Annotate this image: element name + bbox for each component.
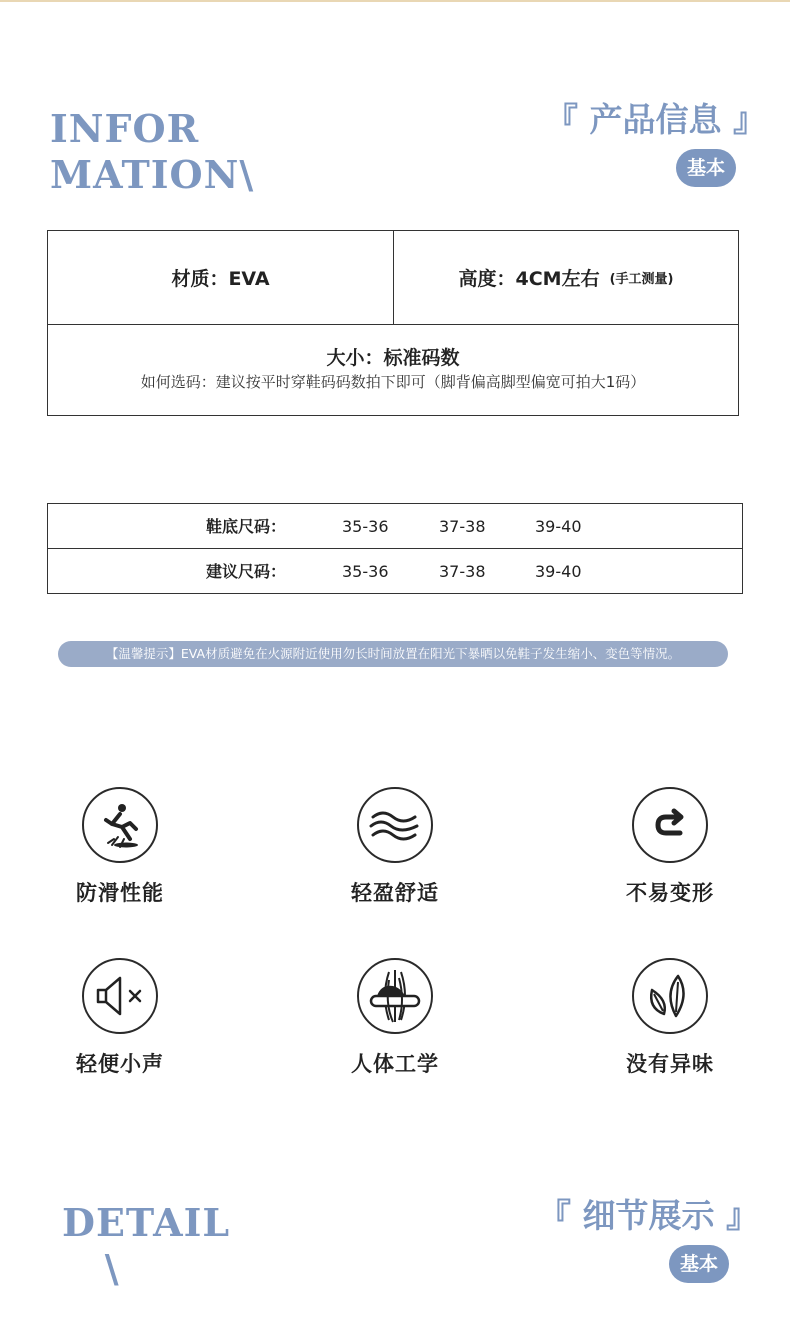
feature-label: 防滑性能 [76, 881, 164, 905]
feature-quiet [40, 958, 200, 1078]
product-info-table [47, 230, 739, 416]
feature-label: 轻盈舒适 [351, 881, 439, 905]
return-arrow-icon [632, 787, 708, 863]
detail-display-title: 『 细节展示 』 [538, 1196, 759, 1235]
feature-anti-slip [40, 787, 200, 907]
feature-label: 没有异味 [626, 1052, 714, 1076]
size-value: 35-36 [342, 517, 389, 536]
info-row-material-height [48, 231, 738, 325]
information-en-title: INFOR MATION\ [50, 106, 255, 197]
feature-no-odor [590, 958, 750, 1078]
detail-en-title: DETAIL \ [62, 1200, 231, 1291]
feature-lightweight [315, 787, 475, 907]
basic-badge: 基本 [669, 1245, 729, 1283]
product-info-title: 『 产品信息 』 [545, 100, 766, 139]
sole-size-label: 鞋底尺码： [206, 517, 287, 536]
leaf-icon [632, 958, 708, 1034]
basic-badge: 基本 [676, 149, 736, 187]
size-chart-table [47, 503, 743, 594]
height-note: (手工测量) [609, 272, 674, 287]
feature-label: 轻便小声 [76, 1052, 164, 1076]
size-value: 37-38 [439, 517, 486, 536]
size-value: 35-36 [342, 562, 389, 581]
size-description: 如何选码：建议按平时穿鞋码码数拍下即可（脚背偏高脚型偏宽可拍大1码） [140, 373, 646, 391]
height-cell [394, 231, 738, 324]
mute-speaker-icon [82, 958, 158, 1034]
waves-icon [357, 787, 433, 863]
suggested-size-label: 建议尺码： [206, 562, 287, 581]
material-cell [48, 231, 394, 324]
feature-no-deform [590, 787, 750, 907]
height-text: 高度：4CM左右 [458, 268, 600, 290]
warm-tip-banner: 【温馨提示】EVA材质避免在火源附近使用勿长时间放置在阳光下暴晒以免鞋子发生缩小、变色等情况。 [58, 641, 728, 667]
size-info-cell [48, 325, 738, 415]
table-row [48, 549, 742, 594]
material-text: 材质：EVA [171, 268, 270, 290]
table-row [48, 504, 742, 549]
top-border-line [0, 0, 790, 2]
feature-label: 人体工学 [351, 1052, 439, 1076]
size-title: 大小：标准码数 [326, 347, 460, 369]
size-value: 39-40 [535, 517, 582, 536]
ergonomic-foot-icon [357, 958, 433, 1034]
feature-ergonomic [315, 958, 475, 1078]
anti-slip-icon [82, 787, 158, 863]
size-value: 37-38 [439, 562, 486, 581]
feature-label: 不易变形 [626, 881, 714, 905]
size-value: 39-40 [535, 562, 582, 581]
